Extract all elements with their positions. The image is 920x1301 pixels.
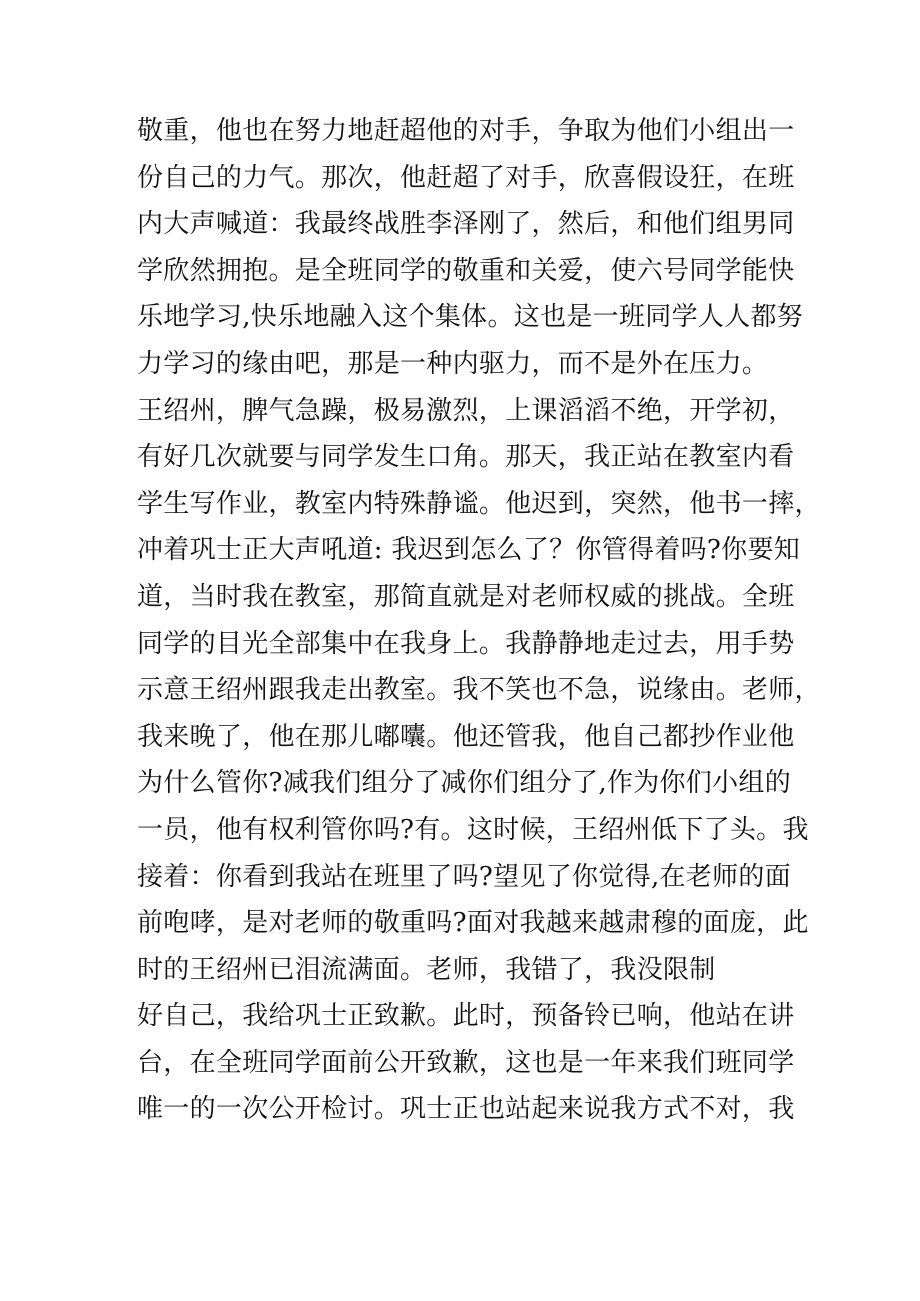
text-line: 冲着巩士正大声吼道: 我迟到怎么了？你管得着吗?你要知 xyxy=(137,535,801,566)
text-line: 有好几次就要与同学发生口角。那天，我正站在教室内看 xyxy=(137,442,795,473)
text-line: 时的王绍州已泪流满面。老师，我错了，我没限制 xyxy=(137,954,716,985)
text-line: 台，在全班同学面前公开致歉，这也是一年来我们班同学 xyxy=(137,1047,795,1078)
text-line: 内大声喊道：我最终战胜李泽刚了，然后，和他们组男同 xyxy=(137,209,795,240)
text-line: 一员，他有权利管你吗?有。这时候，王绍州低下了头。我 xyxy=(137,814,809,845)
text-line: 示意王绍州跟我走出教室。我不笑也不急，说缘由。老师， xyxy=(137,675,821,706)
text-line: 力学习的缘由吧，那是一种内驱力，而不是外在压力。 xyxy=(137,348,769,379)
text-line: 学欣然拥抱。是全班同学的敬重和关爱，使六号同学能快 xyxy=(137,255,795,286)
text-line: 我来晚了，他在那儿嘟囔。他还管我，他自己都抄作业他 xyxy=(137,721,795,752)
text-line: 同学的目光全部集中在我身上。我静静地走过去，用手势 xyxy=(137,628,795,659)
text-line: 份自己的力气。那次，他赶超了对手，欣喜假设狂，在班 xyxy=(137,162,795,193)
text-line: 学生写作业，教室内特殊静谧。他迟到，突然，他书一摔， xyxy=(137,488,821,519)
text-line: 敬重，他也在努力地赶超他的对手，争取为他们小组出一 xyxy=(137,116,795,146)
text-line: 道，当时我在教室，那简直就是对老师权威的挑战。全班 xyxy=(137,581,795,612)
text-line: 前咆哮，是对老师的敬重吗?面对我越来越肃穆的面庞，此 xyxy=(137,908,809,939)
text-line: 乐地学习,快乐地融入这个集体。这也是一班同学人人都努 xyxy=(137,302,804,333)
text-line: 为什么管你?减我们组分了减你们组分了,作为你们小组的 xyxy=(137,768,792,799)
text-line: 接着：你看到我站在班里了吗?望见了你觉得,在老师的面 xyxy=(137,861,792,892)
text-line: 好自己，我给巩士正致歉。此时，预备铃已响，他站在讲 xyxy=(137,1001,795,1032)
text-line: 王绍州，脾气急躁，极易激烈，上课滔滔不绝，开学初， xyxy=(137,395,795,426)
text-line: 唯一的一次公开检讨。巩士正也站起来说我方式不对，我 xyxy=(137,1094,795,1125)
body-text xyxy=(137,108,837,1133)
